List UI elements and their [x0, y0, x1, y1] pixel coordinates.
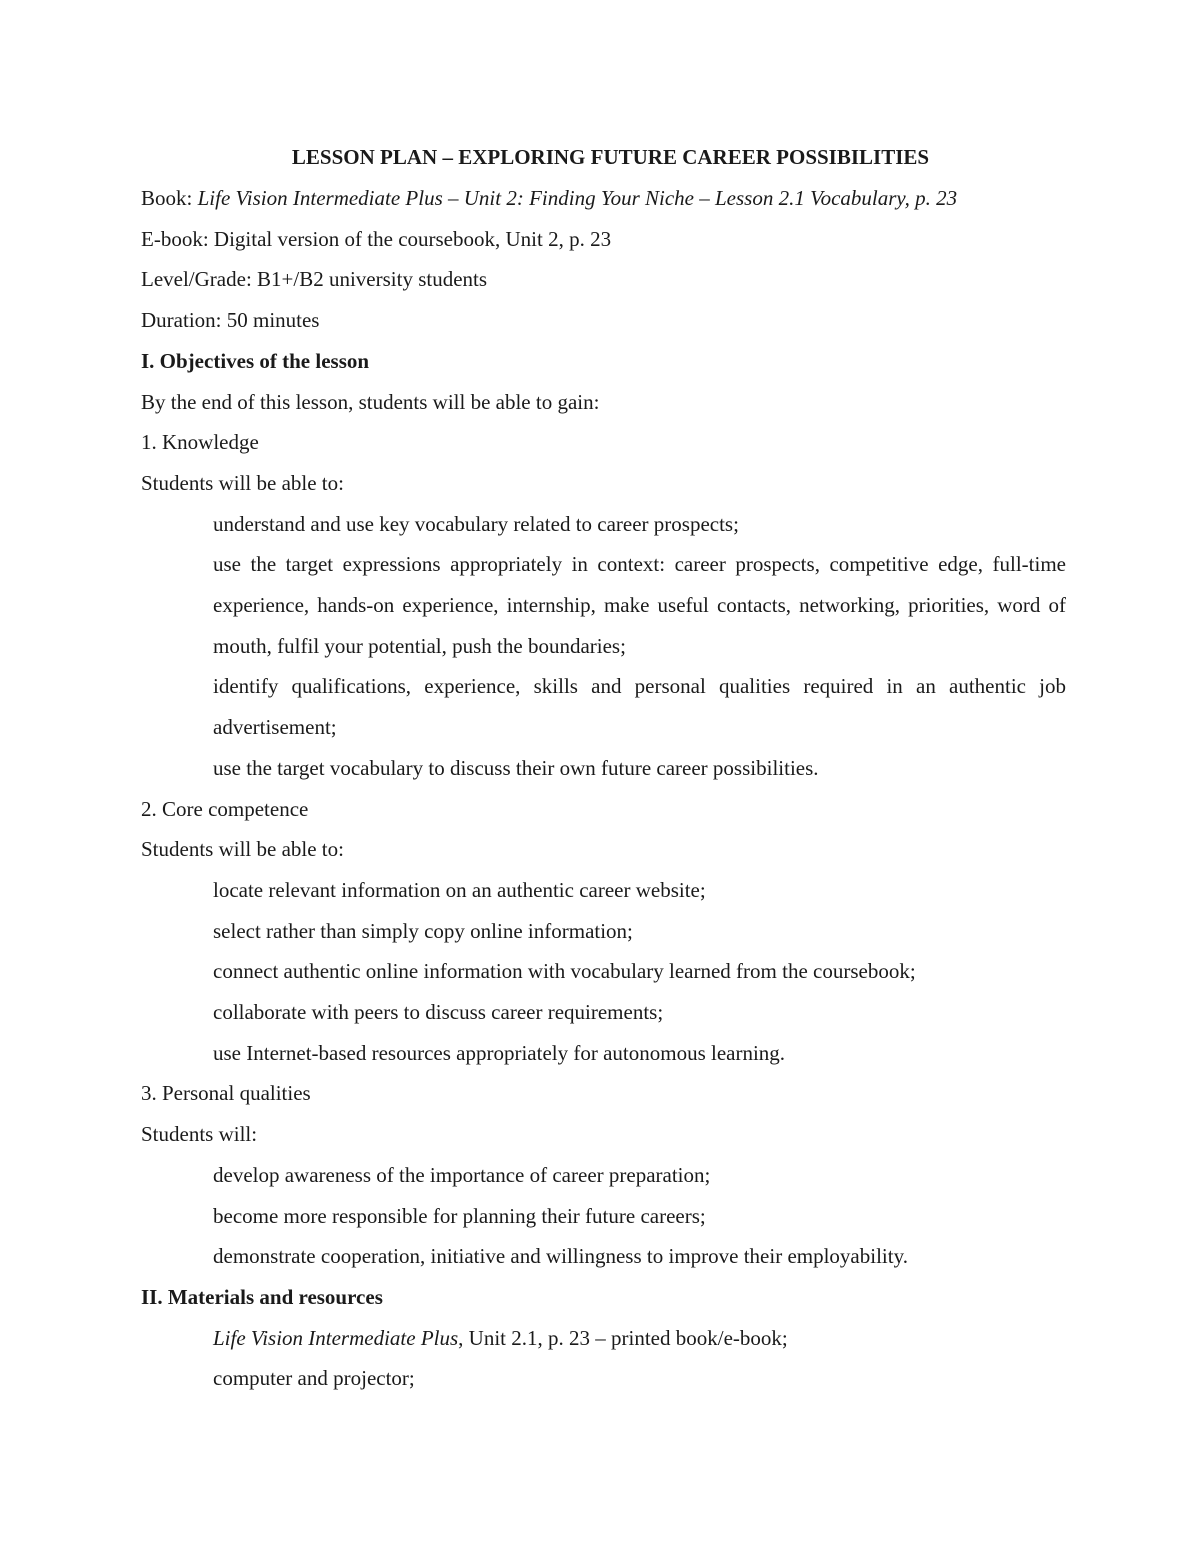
personal-qualities-heading: 3. Personal qualities — [141, 1081, 311, 1106]
knowledge-item: use the target expressions appropriately in context: career prospects, competitive edge, full-time experience, hands-on experience, internship, make useful contacts, networking, priorities, word of mouth, fulfil your potential, push the boundaries; — [213, 552, 1066, 658]
materials-book-title: Life Vision Intermediate Plus — [213, 1325, 459, 1350]
knowledge-item: use the target vocabulary to discuss their own future career possibilities. — [213, 755, 819, 780]
document-body — [141, 140, 1066, 1399]
document-title: LESSON PLAN – EXPLORING FUTURE CAREER POSSIBILITIES — [291, 145, 930, 169]
core-competence-item: connect authentic online information with vocabulary learned from the coursebook; — [213, 959, 916, 984]
personal-qualities-item: develop awareness of the importance of career preparation; — [213, 1162, 711, 1187]
duration-line: Duration: 50 minutes — [141, 308, 320, 333]
knowledge-lead: Students will be able to: — [141, 470, 344, 495]
core-competence-item: locate relevant information on an authentic career website; — [213, 877, 706, 902]
personal-qualities-item: become more responsible for planning their future careers; — [213, 1203, 706, 1228]
level-line: Level/Grade: B1+/B2 university students — [141, 267, 488, 292]
knowledge-heading: 1. Knowledge — [141, 430, 259, 455]
personal-qualities-item: demonstrate cooperation, initiative and willingness to improve their employability. — [213, 1244, 908, 1269]
objectives-heading: I. Objectives of the lesson — [141, 348, 370, 373]
materials-item: computer and projector; — [213, 1366, 415, 1391]
personal-qualities-lead: Students will: — [141, 1122, 258, 1147]
core-competence-item: use Internet-based resources appropriately for autonomous learning. — [213, 1040, 786, 1065]
core-competence-item: select rather than simply copy online information; — [213, 918, 633, 943]
core-competence-heading: 2. Core competence — [141, 796, 309, 821]
ebook-line: E-book: Digital version of the coursebook, Unit 2, p. 23 — [141, 226, 612, 251]
knowledge-item: identify qualifications, experience, skills and personal qualities required in an authentic job advertisement; — [213, 674, 1066, 740]
objectives-intro: By the end of this lesson, students will be able to gain: — [141, 389, 600, 414]
core-competence-lead: Students will be able to: — [141, 837, 344, 862]
book-value: Life Vision Intermediate Plus – Unit 2: Finding Your Niche – Lesson 2.1 Vocabulary, p. 23 — [197, 186, 958, 210]
knowledge-item: understand and use key vocabulary related to career prospects; — [213, 511, 739, 536]
materials-heading: II. Materials and resources — [141, 1284, 383, 1309]
core-competence-item: collaborate with peers to discuss career requirements; — [213, 1000, 664, 1025]
materials-book-detail: , Unit 2.1, p. 23 – printed book/e-book; — [458, 1325, 788, 1350]
materials-item — [141, 1318, 1066, 1359]
book-line — [141, 178, 1066, 219]
book-label: Book: — [141, 186, 193, 210]
